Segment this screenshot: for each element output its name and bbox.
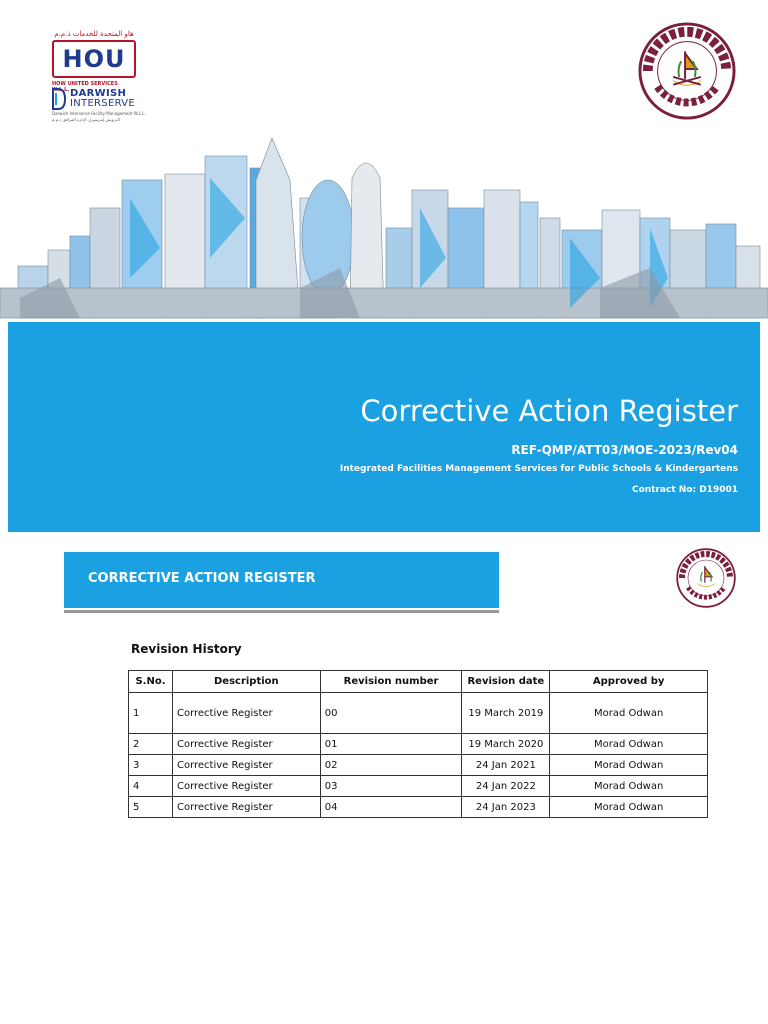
city-skyline-illustration	[0, 138, 768, 320]
cell-description: Corrective Register	[172, 734, 320, 755]
cell-sno: 2	[129, 734, 173, 755]
section-header-label: CORRECTIVE ACTION REGISTER	[88, 571, 316, 586]
document-reference: REF-QMP/ATT03/MOE-2023/Rev04	[511, 443, 738, 457]
hou-logo-sub: HOW UNITED SERVICES W.L.L.	[52, 81, 118, 93]
cell-revision-number: 04	[320, 797, 462, 818]
table-row	[129, 734, 708, 755]
cell-sno: 5	[129, 797, 173, 818]
cell-revision-number: 02	[320, 755, 462, 776]
hou-logo-box	[52, 40, 136, 78]
darwish-d-mark-icon	[52, 88, 66, 110]
state-of-qatar-seal-small-icon	[676, 548, 736, 608]
cell-sno: 4	[129, 776, 173, 797]
cell-revision-number: 01	[320, 734, 462, 755]
cell-revision-date: 24 Jan 2022	[462, 776, 550, 797]
darwish-logo-small2: الدرويش إنترسيرف لإدارة المرافق ذ.م.م	[52, 117, 120, 122]
cell-revision-date: 19 March 2019	[462, 693, 550, 734]
column-header-sno: S.No.	[129, 671, 173, 693]
column-header-revision-number: Revision number	[320, 671, 462, 693]
table-header-row	[129, 671, 708, 693]
table-row	[129, 797, 708, 818]
hou-logo-arabic: هاو المتحدة للخدمات ذ.م.م	[54, 30, 134, 38]
cell-revision-date: 19 March 2020	[462, 734, 550, 755]
darwish-logo-small1: Darwish Interserve Facility Management W.L.L.	[52, 111, 146, 116]
cell-approved-by: Morad Odwan	[550, 797, 708, 818]
darwish-logo-line2: INTERSERVE	[70, 98, 136, 109]
hou-logo-icon	[52, 30, 136, 93]
column-header-approved-by: Approved by	[550, 671, 708, 693]
cell-revision-date: 24 Jan 2021	[462, 755, 550, 776]
cell-sno: 1	[129, 693, 173, 734]
column-header-revision-date: Revision date	[462, 671, 550, 693]
section-divider	[64, 610, 499, 613]
cell-approved-by: Morad Odwan	[550, 776, 708, 797]
cell-description: Corrective Register	[172, 755, 320, 776]
cell-description: Corrective Register	[172, 797, 320, 818]
table-row	[129, 776, 708, 797]
table-row	[129, 693, 708, 734]
title-banner	[8, 322, 760, 532]
revision-history-title: Revision History	[131, 642, 242, 656]
cell-description: Corrective Register	[172, 693, 320, 734]
document-subtitle: Integrated Facilities Management Services for Public Schools & Kindergartens	[339, 464, 738, 474]
cell-approved-by: Morad Odwan	[550, 693, 708, 734]
cell-revision-number: 03	[320, 776, 462, 797]
cell-description: Corrective Register	[172, 776, 320, 797]
cell-revision-number: 00	[320, 693, 462, 734]
column-header-description: Description	[172, 671, 320, 693]
document-title: Corrective Action Register	[360, 394, 738, 428]
revision-history-table	[128, 670, 708, 818]
contract-number: Contract No: D19001	[631, 485, 738, 495]
cell-sno: 3	[129, 755, 173, 776]
table-row	[129, 755, 708, 776]
cell-revision-date: 24 Jan 2023	[462, 797, 550, 818]
cell-approved-by: Morad Odwan	[550, 734, 708, 755]
darwish-logo-line1: DARWISH	[70, 88, 127, 99]
cell-approved-by: Morad Odwan	[550, 755, 708, 776]
section-header	[64, 552, 499, 608]
state-of-qatar-seal-icon	[638, 22, 736, 120]
hou-logo-mark: HOU	[62, 45, 126, 73]
